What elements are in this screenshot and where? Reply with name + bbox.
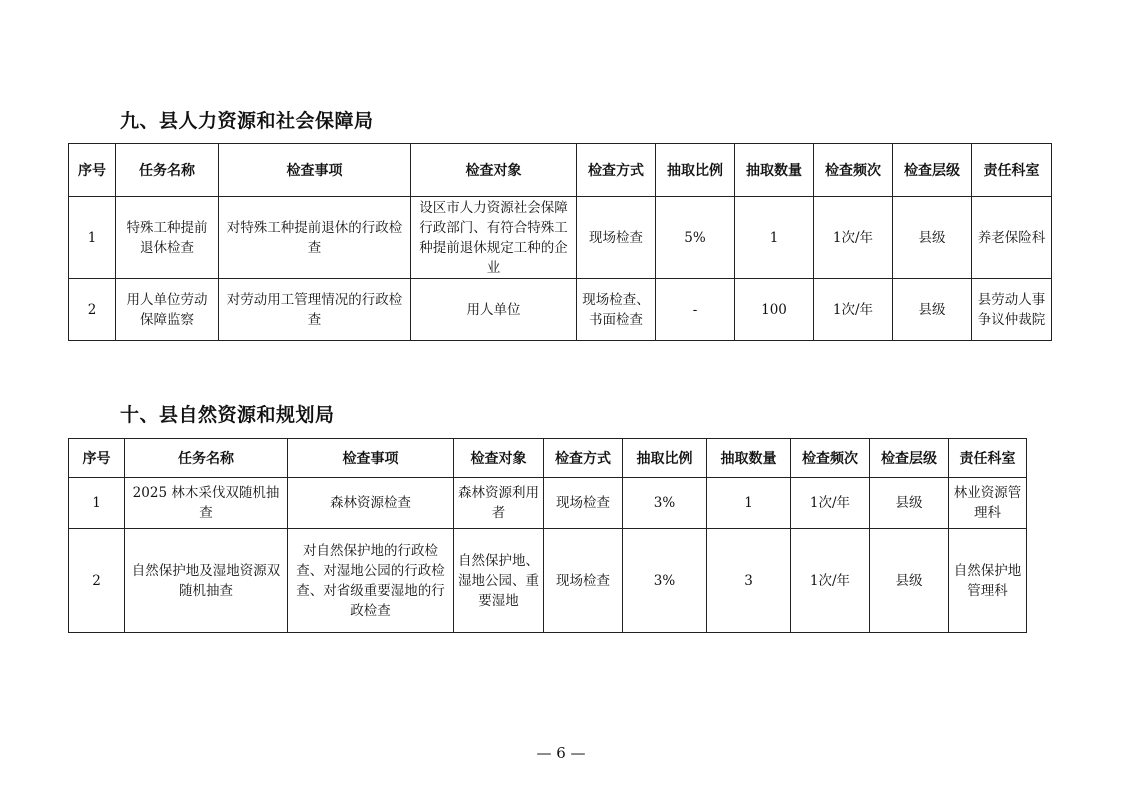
header-index: 序号 <box>69 439 125 478</box>
header-quantity: 抽取数量 <box>707 439 791 478</box>
cell-quantity: 100 <box>735 279 814 341</box>
cell-ratio: 3% <box>623 478 707 529</box>
table-hrss <box>68 143 1052 341</box>
cell-inspection-target: 自然保护地、湿地公园、重要湿地 <box>454 529 544 633</box>
cell-level: 县级 <box>893 197 972 279</box>
cell-ratio: - <box>656 279 735 341</box>
cell-quantity: 1 <box>707 478 791 529</box>
cell-task-name: 自然保护地及湿地资源双随机抽查 <box>125 529 288 633</box>
cell-index: 1 <box>69 478 125 529</box>
table-header-row <box>69 144 1052 197</box>
cell-frequency: 1次/年 <box>791 529 870 633</box>
cell-inspection-target: 用人单位 <box>411 279 577 341</box>
cell-index: 2 <box>69 529 125 633</box>
cell-ratio: 3% <box>623 529 707 633</box>
header-frequency: 检查频次 <box>814 144 893 197</box>
cell-level: 县级 <box>893 279 972 341</box>
header-inspection-target: 检查对象 <box>411 144 577 197</box>
cell-index: 1 <box>69 197 116 279</box>
cell-frequency: 1次/年 <box>814 279 893 341</box>
cell-method: 现场检查、书面检查 <box>577 279 656 341</box>
table-row <box>69 279 1052 341</box>
table-row <box>69 197 1052 279</box>
cell-inspection-item: 对自然保护地的行政检查、对湿地公园的行政检查、对省级重要湿地的行政检查 <box>288 529 454 633</box>
cell-quantity: 3 <box>707 529 791 633</box>
cell-task-name: 用人单位劳动保障监察 <box>116 279 219 341</box>
cell-index: 2 <box>69 279 116 341</box>
cell-inspection-target: 设区市人力资源社会保障行政部门、有符合特殊工种提前退休规定工种的企业 <box>411 197 577 279</box>
table-row <box>69 478 1027 529</box>
header-ratio: 抽取比例 <box>623 439 707 478</box>
header-inspection-item: 检查事项 <box>288 439 454 478</box>
cell-quantity: 1 <box>735 197 814 279</box>
section-title-hrss: 九、县人力资源和社会保障局 <box>120 110 374 132</box>
header-method: 检查方式 <box>544 439 623 478</box>
cell-ratio: 5% <box>656 197 735 279</box>
header-quantity: 抽取数量 <box>735 144 814 197</box>
header-task-name: 任务名称 <box>125 439 288 478</box>
cell-task-name: 特殊工种提前退休检查 <box>116 197 219 279</box>
cell-inspection-item: 森林资源检查 <box>288 478 454 529</box>
cell-method: 现场检查 <box>544 529 623 633</box>
cell-inspection-item: 对劳动用工管理情况的行政检查 <box>219 279 411 341</box>
header-inspection-item: 检查事项 <box>219 144 411 197</box>
header-level: 检查层级 <box>870 439 949 478</box>
cell-department: 养老保险科 <box>972 197 1052 279</box>
header-level: 检查层级 <box>893 144 972 197</box>
cell-inspection-target: 森林资源利用者 <box>454 478 544 529</box>
cell-frequency: 1次/年 <box>814 197 893 279</box>
section-title-natural-resources: 十、县自然资源和规划局 <box>120 404 335 426</box>
header-index: 序号 <box>69 144 116 197</box>
table-natural-resources <box>68 438 1027 633</box>
table-row <box>69 529 1027 633</box>
header-department: 责任科室 <box>972 144 1052 197</box>
cell-department: 林业资源管理科 <box>949 478 1027 529</box>
page-number: — 6 — <box>536 744 586 762</box>
cell-frequency: 1次/年 <box>791 478 870 529</box>
table-header-row <box>69 439 1027 478</box>
cell-task-name: 2025 林木采伐双随机抽查 <box>125 478 288 529</box>
header-method: 检查方式 <box>577 144 656 197</box>
header-frequency: 检查频次 <box>791 439 870 478</box>
cell-department: 自然保护地管理科 <box>949 529 1027 633</box>
cell-method: 现场检查 <box>544 478 623 529</box>
header-task-name: 任务名称 <box>116 144 219 197</box>
cell-level: 县级 <box>870 529 949 633</box>
cell-method: 现场检查 <box>577 197 656 279</box>
cell-inspection-item: 对特殊工种提前退休的行政检查 <box>219 197 411 279</box>
header-ratio: 抽取比例 <box>656 144 735 197</box>
header-inspection-target: 检查对象 <box>454 439 544 478</box>
cell-level: 县级 <box>870 478 949 529</box>
cell-department: 县劳动人事争议仲裁院 <box>972 279 1052 341</box>
header-department: 责任科室 <box>949 439 1027 478</box>
